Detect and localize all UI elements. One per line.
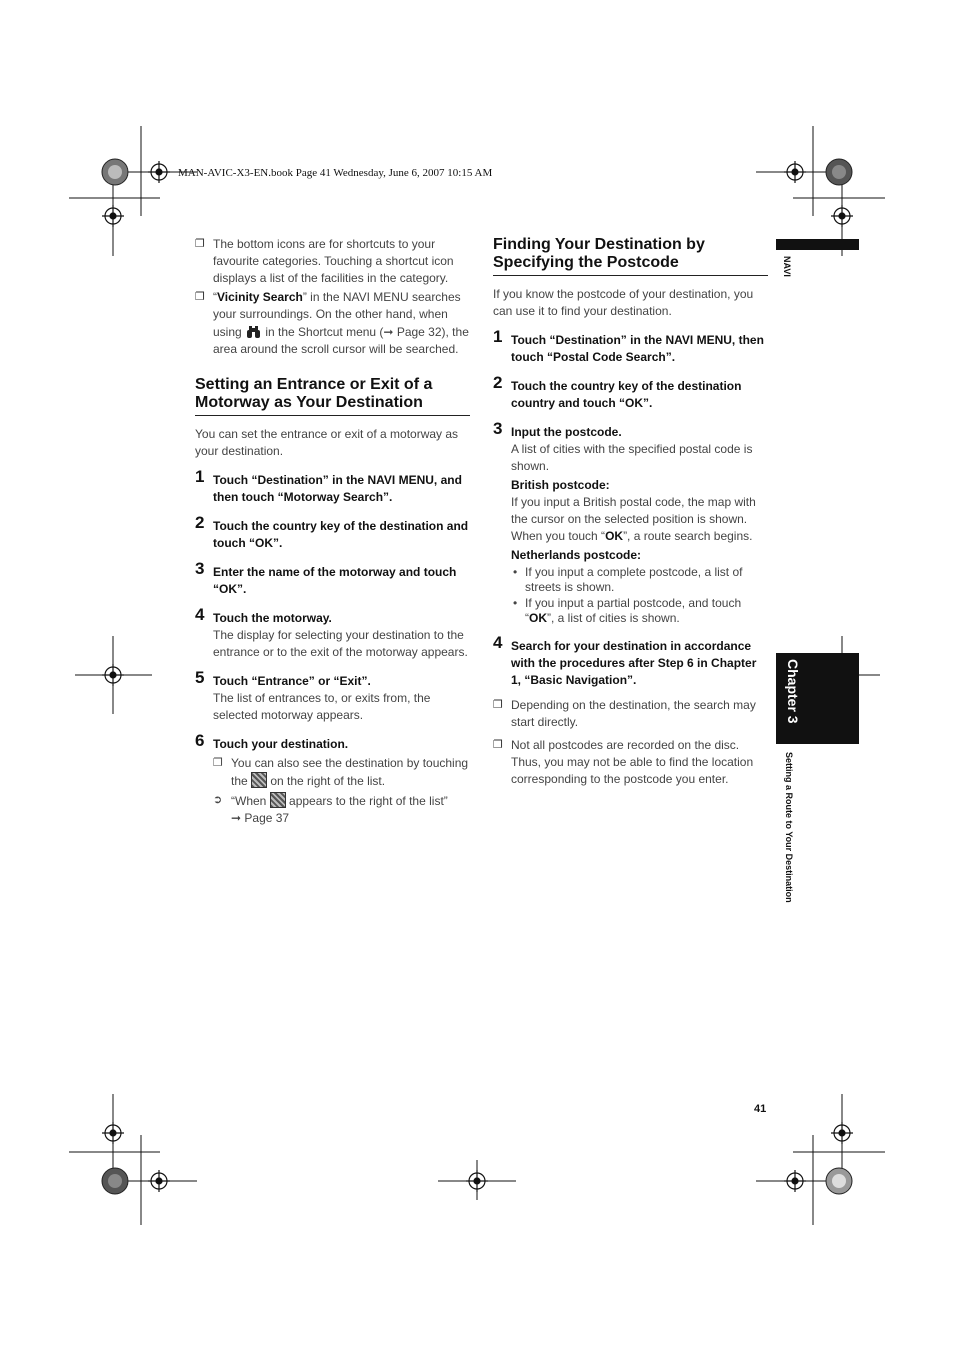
step-number: 5 bbox=[195, 668, 205, 687]
step-number: 1 bbox=[195, 467, 205, 486]
note-shortcut-icons: ❐ The bottom icons are for shortcuts to your favourite categories. Touching a shortcut icon displays a list of the facilities in the category. bbox=[195, 237, 454, 285]
step-number: 2 bbox=[195, 513, 205, 532]
map-thumbnail-icon bbox=[270, 792, 286, 808]
step-6-reference: ➲ “When appears to the right of the list” ➞ Page 37 bbox=[213, 794, 448, 825]
chapter-label: Chapter 3 bbox=[785, 659, 801, 724]
map-thumbnail-icon bbox=[251, 772, 267, 788]
note-box-icon: ❐ bbox=[195, 291, 205, 303]
right-column bbox=[493, 236, 768, 790]
step-1: 1 Touch “Destination” in the NAVI MENU, and then touch “Motorway Search”. bbox=[195, 467, 462, 504]
note-box-icon: ❐ bbox=[493, 699, 503, 711]
note-search-direct: ❐ Depending on the destination, the search may start directly. bbox=[493, 698, 756, 729]
step-number: 4 bbox=[195, 605, 205, 624]
netherlands-postcode-heading: Netherlands postcode: bbox=[511, 548, 642, 562]
note-box-icon: ❐ bbox=[213, 757, 223, 769]
step-number: 1 bbox=[493, 327, 503, 346]
section-intro-postcode: If you know the postcode of your destination, you can use it to find your destination. bbox=[493, 287, 754, 318]
british-postcode-heading: British postcode: bbox=[511, 478, 610, 492]
section-title-motorway: Setting an Entrance or Exit of a Motorway as Your Destination bbox=[195, 376, 470, 416]
step-3: 3 Enter the name of the motorway and touch “OK”. bbox=[195, 559, 457, 596]
step-number: 6 bbox=[195, 731, 205, 750]
section-side-label: Setting a Route to Your Destination bbox=[784, 752, 794, 903]
step-6-note: ❐ You can also see the destination by touching the on the right of the list. bbox=[213, 756, 469, 788]
note-vicinity-search: ❐ “Vicinity Search” in the NAVI MENU searches your surroundings. On the other hand, when using in the Shortcut menu (➞ Page 32), the area around the scroll cursor will be searched. bbox=[195, 290, 469, 356]
section-intro-motorway: You can set the entrance or exit of a motorway as your destination. bbox=[195, 427, 459, 458]
postcode-step-1: 1 Touch “Destination” in the NAVI MENU, then touch “Postal Code Search”. bbox=[493, 327, 764, 364]
left-column bbox=[195, 236, 470, 827]
step-5: 5 Touch “Entrance” or “Exit”. The list of entrances to, or exits from, the selected motorway appears. bbox=[195, 668, 431, 722]
navi-tab-label: NAVI bbox=[782, 256, 792, 277]
postcode-step-3: 3 Input the postcode. A list of cities with the specified postal code is shown. British postcode: If you input a British postal code, the map with the cursor on the selected position is shown. When you touch “OK”, a route search begins. Netherlands postcode: • If you input a complete postcode, a list of streets is shown. • If you input a partial postcode, and touch “OK”, a list of cities is shown. bbox=[493, 424, 768, 626]
reference-arrow-icon: ➲ bbox=[213, 794, 223, 806]
step-number: 4 bbox=[493, 633, 503, 652]
file-header: MAN-AVIC-X3-EN.book Page 41 Wednesday, June 6, 2007 10:15 AM bbox=[178, 167, 493, 179]
chapter-tab bbox=[776, 653, 859, 744]
section-title-postcode: Finding Your Destination by Specifying the Postcode bbox=[493, 236, 768, 276]
page-number: 41 bbox=[754, 1103, 767, 1115]
navi-tab-bar bbox=[776, 239, 859, 250]
note-box-icon: ❐ bbox=[195, 238, 205, 250]
step-number: 3 bbox=[493, 419, 503, 438]
postcode-step-2: 2 Touch the country key of the destination country and touch “OK”. bbox=[493, 373, 742, 410]
step-2: 2 Touch the country key of the destination and touch “OK”. bbox=[195, 513, 469, 550]
note-box-icon: ❐ bbox=[493, 739, 503, 751]
step-number: 3 bbox=[195, 559, 205, 578]
postcode-step-4: 4 Search for your destination in accordance with the procedures after Step 6 in Chapter 1, “Basic Navigation”. bbox=[493, 633, 757, 687]
binoculars-icon bbox=[245, 323, 262, 340]
step-6: 6 Touch your destination. ❐ You can also see the destination by touching the on the right of the list. ➲ “When appears to the right of the list” ➞ Page 37 bbox=[195, 731, 469, 825]
note-postcodes-disc: ❐ Not all postcodes are recorded on the disc. Thus, you may not be able to find the location corresponding to the postcode you enter. bbox=[493, 738, 754, 786]
step-number: 2 bbox=[493, 373, 503, 392]
bullet-partial-postcode: • If you input a partial postcode, and touch “OK”, a list of cities is shown. bbox=[511, 596, 768, 626]
bullet-complete-postcode: • If you input a complete postcode, a list of streets is shown. bbox=[511, 565, 768, 595]
step-4: 4 Touch the motorway. The display for selecting your destination to the entrance or to the exit of the motorway appears. bbox=[195, 605, 468, 659]
